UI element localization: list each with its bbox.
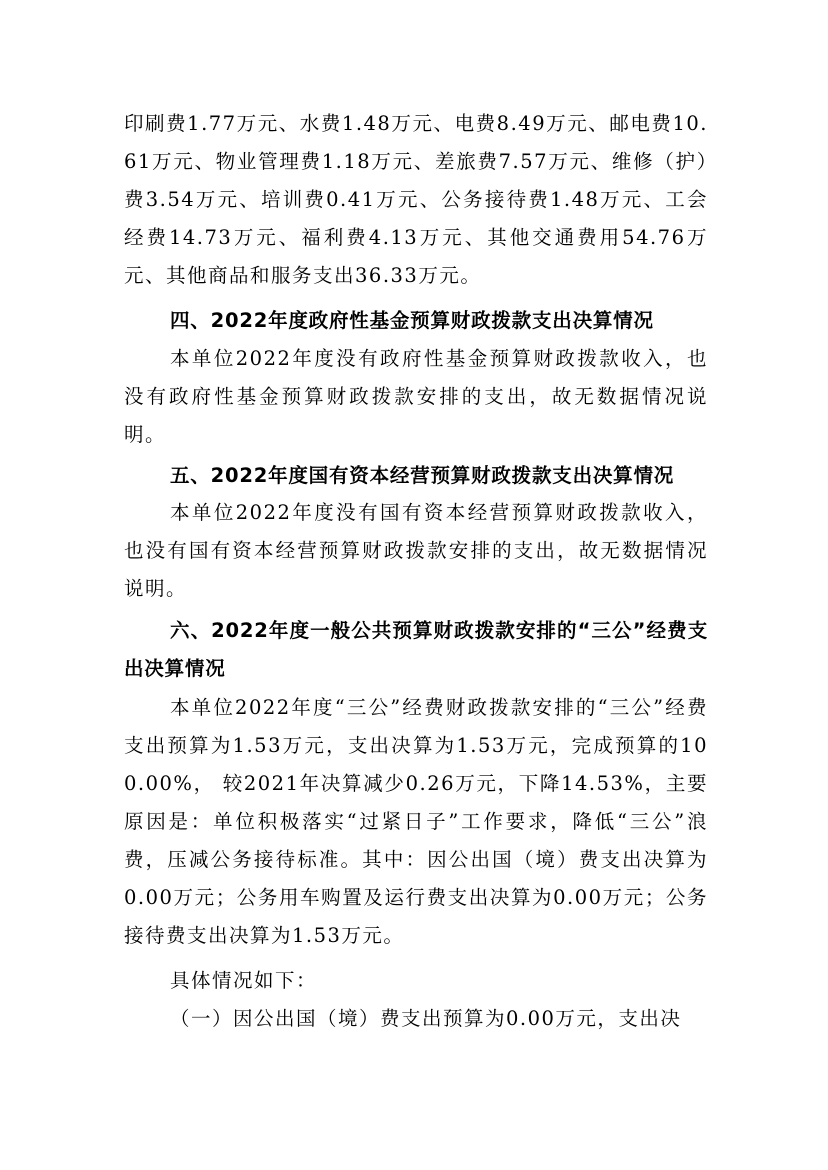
section-4-paragraph: 本单位2022年度没有政府性基金预算财政拨款收入，也没有政府性基金预算财政拨款安排的支出，故无数据情况说明。: [124, 347, 708, 446]
subsection-1-paragraph: （一）因公出国（境）费支出预算为0.00万元，支出决: [170, 1007, 682, 1030]
details-intro-paragraph: 具体情况如下：: [170, 969, 318, 992]
section-heading-5: 五、2022年度国有资本经营预算财政拨款支出决算情况: [170, 464, 675, 487]
section-heading-6: 六、2022年度一般公共预算财政拨款安排的“三公”经费支出决算情况: [124, 619, 708, 680]
section-heading-4: 四、2022年度政府性基金预算财政拨款支出决算情况: [170, 309, 654, 332]
section-5-paragraph: 本单位2022年度没有国有资本经营预算财政拨款收入，也没有国有资本经营预算财政拨款安排的支出，故无数据情况说明。: [124, 501, 708, 600]
expense-breakdown-paragraph: 印刷费1.77万元、水费1.48万元、电费8.49万元、邮电费10.61万元、物业管理费1.18万元、差旅费7.57万元、维修（护）费3.54万元、培训费0.41万元、公务接待费1.48万元、工会经费14.73万元、福利费4.13万元、其他交通费用54.76万元、其他商品和服务支出36.33万元。: [124, 112, 709, 287]
section-6-paragraph: 本单位2022年度“三公”经费财政拨款安排的“三公”经费支出预算为1.53万元，支出决算为1.53万元，完成预算的100.00%， 较2021年决算减少0.26万元，下降14.53%，主要原因是：单位积极落实“过紧日子”工作要求，降低“三公”浪费，压减公务接待标准。其中：因公出国（境）费支出决算为0.00万元；公务用车购置及运行费支出决算为0.00万元；公务接待费支出决算为1.53万元。: [124, 696, 708, 947]
